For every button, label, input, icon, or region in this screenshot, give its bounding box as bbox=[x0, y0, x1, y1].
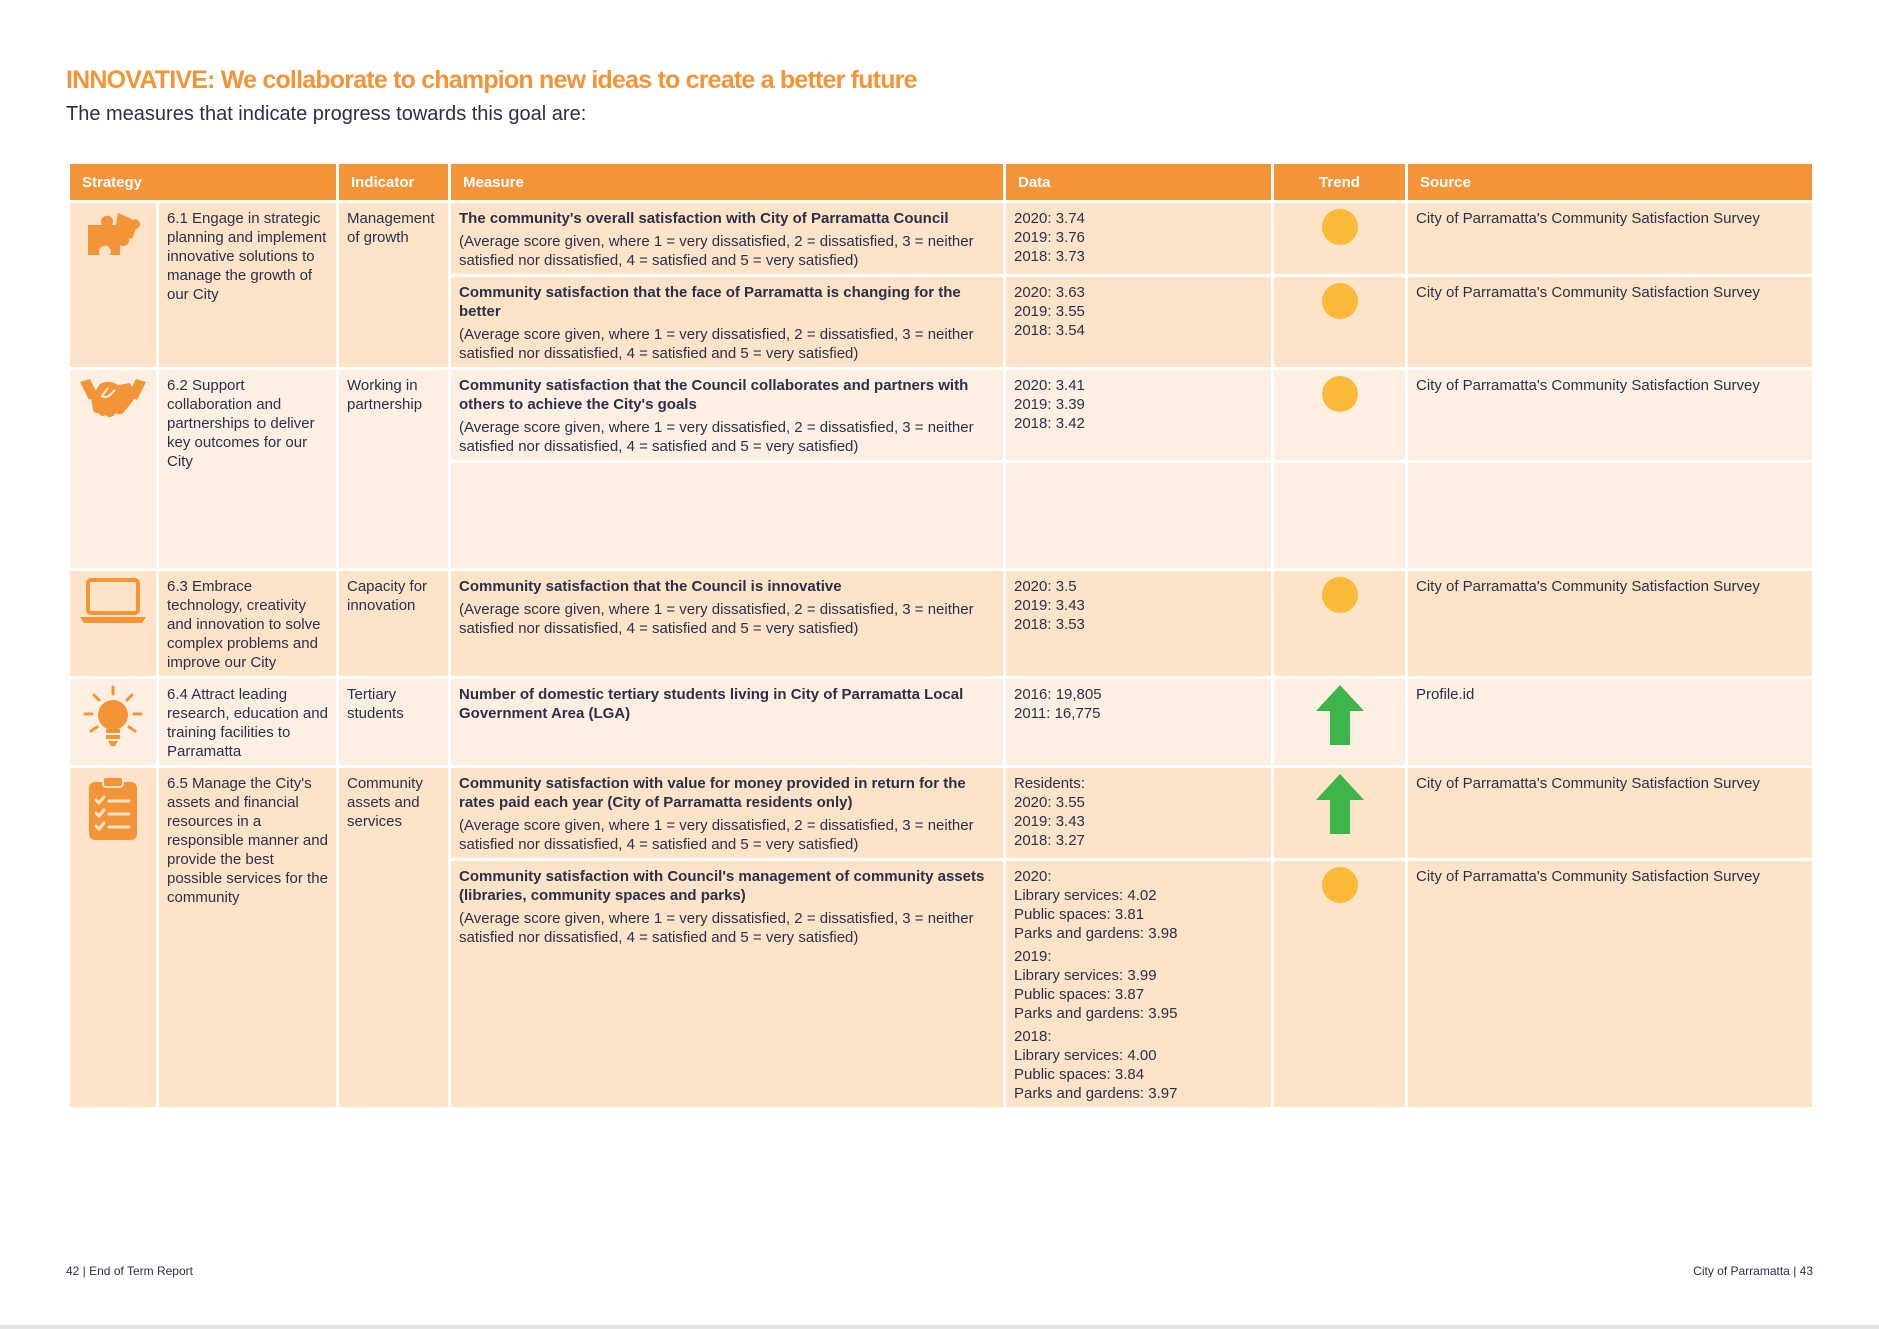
trend-cell bbox=[1273, 276, 1407, 369]
laptop-icon bbox=[78, 577, 148, 625]
data-value: Parks and gardens: 3.98 bbox=[1014, 925, 1178, 942]
header-indicator: Indicator bbox=[338, 163, 450, 202]
data-value: 2019: 3.76 bbox=[1014, 229, 1085, 246]
trend-neutral-dot-icon bbox=[1322, 577, 1358, 613]
data-value: Public spaces: 3.87 bbox=[1014, 986, 1145, 1003]
data-value: 2020: 3.41 bbox=[1014, 377, 1085, 394]
data-value: 2019: 3.43 bbox=[1014, 813, 1085, 830]
data-value: 2018: bbox=[1014, 1028, 1052, 1045]
measure-title: Community satisfaction with value for money provided in return for the rates paid each year (City of Parramatta residents only) bbox=[459, 775, 966, 811]
source-cell bbox=[1407, 860, 1814, 1109]
strategy-text-cell bbox=[158, 767, 338, 1109]
indicator-cell-text: Management of growth bbox=[347, 210, 435, 246]
data-value: 2018: 3.42 bbox=[1014, 415, 1085, 432]
measure-title: Community satisfaction that the Council collaborates and partners with others to achieve the City's goals bbox=[459, 377, 969, 413]
strategy-text-cell-text: 6.1 Engage in strategic planning and implement innovative solutions to manage the growth of our City bbox=[167, 210, 327, 303]
data-cell bbox=[1005, 767, 1273, 860]
source-cell bbox=[1407, 369, 1814, 462]
measure-title: Community satisfaction with Council's management of community assets (libraries, community spaces and parks) bbox=[459, 868, 985, 904]
data-value: 2019: bbox=[1014, 948, 1052, 965]
measure-note: (Average score given, where 1 = very dissatisfied, 2 = dissatisfied, 3 = neither satisfied nor dissatisfied, 4 = satisfied and 5 = very satisfied) bbox=[459, 326, 974, 362]
strategy-icon-cell bbox=[69, 570, 158, 678]
indicator-cell bbox=[338, 678, 450, 767]
trend-neutral-dot-icon bbox=[1322, 376, 1358, 412]
data-cell bbox=[1005, 369, 1273, 462]
source-cell-text: City of Parramatta's Community Satisfaction Survey bbox=[1416, 210, 1760, 227]
table-row bbox=[69, 767, 1814, 860]
data-cell bbox=[1005, 202, 1273, 276]
data-value: 2020: bbox=[1014, 868, 1052, 885]
measures-table bbox=[67, 161, 1815, 1110]
indicator-cell bbox=[338, 570, 450, 678]
data-value: 2016: 19,805 bbox=[1014, 686, 1102, 703]
source-cell-text: City of Parramatta's Community Satisfaction Survey bbox=[1416, 284, 1760, 301]
header-source: Source bbox=[1407, 163, 1814, 202]
data-value: Residents: bbox=[1014, 775, 1085, 792]
measure-cell bbox=[450, 202, 1005, 276]
source-cell-text: City of Parramatta's Community Satisfaction Survey bbox=[1416, 868, 1760, 885]
data-cell bbox=[1005, 678, 1273, 767]
strategy-icon-cell bbox=[69, 202, 158, 369]
table-header-row bbox=[69, 163, 1814, 202]
header-measure: Measure bbox=[450, 163, 1005, 202]
data-value: Public spaces: 3.81 bbox=[1014, 906, 1145, 923]
measure-note: (Average score given, where 1 = very dissatisfied, 2 = dissatisfied, 3 = neither satisfied nor dissatisfied, 4 = satisfied and 5 = very satisfied) bbox=[459, 233, 974, 269]
strategy-text-cell bbox=[158, 202, 338, 369]
data-value: 2019: 3.39 bbox=[1014, 396, 1085, 413]
puzzle-icon bbox=[78, 209, 148, 267]
measure-cell bbox=[450, 860, 1005, 1109]
data-cell bbox=[1005, 860, 1273, 1109]
measure-title: Community satisfaction that the Council is innovative bbox=[459, 578, 842, 595]
trend-cell bbox=[1273, 767, 1407, 860]
strategy-text-cell bbox=[158, 678, 338, 767]
data-cell bbox=[1005, 570, 1273, 678]
page-bottom-edge bbox=[0, 1325, 1879, 1329]
trend-cell-empty bbox=[1273, 462, 1407, 570]
trend-up-arrow-icon bbox=[1316, 821, 1364, 838]
indicator-cell bbox=[338, 767, 450, 1109]
table-row bbox=[69, 202, 1814, 276]
source-cell bbox=[1407, 202, 1814, 276]
trend-cell bbox=[1273, 678, 1407, 767]
indicator-cell-text: Tertiary students bbox=[347, 686, 404, 722]
data-value: 2020: 3.63 bbox=[1014, 284, 1085, 301]
data-value: Parks and gardens: 3.97 bbox=[1014, 1085, 1178, 1102]
trend-cell bbox=[1273, 860, 1407, 1109]
source-cell bbox=[1407, 767, 1814, 860]
strategy-text-cell-text: 6.4 Attract leading research, education and training facilities to Parramatta bbox=[167, 686, 328, 760]
strategy-text-cell bbox=[158, 570, 338, 678]
measure-cell bbox=[450, 678, 1005, 767]
header-trend: Trend bbox=[1273, 163, 1407, 202]
handshake-icon bbox=[78, 376, 148, 424]
data-value: 2018: 3.73 bbox=[1014, 248, 1085, 265]
measure-cell-empty bbox=[450, 462, 1005, 570]
trend-up-arrow-icon bbox=[1316, 732, 1364, 749]
trend-neutral-dot-icon bbox=[1322, 283, 1358, 319]
data-value: 2020: 3.74 bbox=[1014, 210, 1085, 227]
measure-cell bbox=[450, 369, 1005, 462]
trend-cell bbox=[1273, 202, 1407, 276]
data-value: Library services: 4.00 bbox=[1014, 1047, 1157, 1064]
measure-note: (Average score given, where 1 = very dissatisfied, 2 = dissatisfied, 3 = neither satisfied nor dissatisfied, 4 = satisfied and 5 = very satisfied) bbox=[459, 910, 974, 946]
strategy-text-cell-text: 6.2 Support collaboration and partnerships to deliver key outcomes for our City bbox=[167, 377, 315, 470]
footer-page-right: City of Parramatta | 43 bbox=[1693, 1264, 1813, 1278]
data-value: Library services: 4.02 bbox=[1014, 887, 1157, 904]
data-value: 2019: 3.55 bbox=[1014, 303, 1085, 320]
trend-neutral-dot-icon bbox=[1322, 867, 1358, 903]
measure-note: (Average score given, where 1 = very dissatisfied, 2 = dissatisfied, 3 = neither satisfied nor dissatisfied, 4 = satisfied and 5 = very satisfied) bbox=[459, 817, 974, 853]
indicator-cell-text: Working in partnership bbox=[347, 377, 423, 413]
measure-cell bbox=[450, 276, 1005, 369]
header-strategy: Strategy bbox=[69, 163, 338, 202]
measure-cell bbox=[450, 767, 1005, 860]
source-cell bbox=[1407, 678, 1814, 767]
indicator-cell bbox=[338, 369, 450, 570]
data-value: 2020: 3.55 bbox=[1014, 794, 1085, 811]
measure-note: (Average score given, where 1 = very dissatisfied, 2 = dissatisfied, 3 = neither satisfied nor dissatisfied, 4 = satisfied and 5 = very satisfied) bbox=[459, 419, 974, 455]
data-value: Public spaces: 3.84 bbox=[1014, 1066, 1145, 1083]
data-value: 2018: 3.53 bbox=[1014, 616, 1085, 633]
source-cell-text: Profile.id bbox=[1416, 686, 1475, 703]
page-title: INNOVATIVE: We collaborate to champion new ideas to create a better future bbox=[66, 66, 917, 94]
table-row bbox=[69, 369, 1814, 462]
data-value: Library services: 3.99 bbox=[1014, 967, 1157, 984]
source-cell bbox=[1407, 276, 1814, 369]
lightbulb-icon bbox=[78, 685, 148, 755]
source-cell-empty bbox=[1407, 462, 1814, 570]
data-value: 2018: 3.54 bbox=[1014, 322, 1085, 339]
footer-page-left: 42 | End of Term Report bbox=[66, 1264, 193, 1278]
data-value: 2011: 16,775 bbox=[1014, 705, 1101, 722]
source-cell-text: City of Parramatta's Community Satisfaction Survey bbox=[1416, 578, 1760, 595]
data-value: 2018: 3.27 bbox=[1014, 832, 1085, 849]
measure-note: (Average score given, where 1 = very dissatisfied, 2 = dissatisfied, 3 = neither satisfied nor dissatisfied, 4 = satisfied and 5 = very satisfied) bbox=[459, 601, 974, 637]
strategy-icon-cell bbox=[69, 767, 158, 1109]
source-cell bbox=[1407, 570, 1814, 678]
data-value: 2019: 3.43 bbox=[1014, 597, 1085, 614]
measure-title: The community's overall satisfaction with City of Parramatta Council bbox=[459, 210, 949, 227]
measure-cell bbox=[450, 570, 1005, 678]
source-cell-text: City of Parramatta's Community Satisfaction Survey bbox=[1416, 377, 1760, 394]
data-cell-empty bbox=[1005, 462, 1273, 570]
strategy-text-cell bbox=[158, 369, 338, 570]
measure-title: Community satisfaction that the face of Parramatta is changing for the better bbox=[459, 284, 961, 320]
indicator-cell-text: Capacity for innovation bbox=[347, 578, 428, 614]
trend-cell bbox=[1273, 570, 1407, 678]
indicator-cell bbox=[338, 202, 450, 369]
data-cell bbox=[1005, 276, 1273, 369]
data-value: 2020: 3.5 bbox=[1014, 578, 1077, 595]
table-row bbox=[69, 678, 1814, 767]
strategy-icon-cell bbox=[69, 678, 158, 767]
strategy-text-cell-text: 6.5 Manage the City's assets and financial resources in a responsible manner and provide the best possible services for the community bbox=[167, 775, 328, 906]
header-data: Data bbox=[1005, 163, 1273, 202]
data-value: Parks and gardens: 3.95 bbox=[1014, 1005, 1178, 1022]
strategy-icon-cell bbox=[69, 369, 158, 570]
clipboard-checklist-icon bbox=[78, 774, 148, 842]
measure-title: Number of domestic tertiary students living in City of Parramatta Local Government Area (LGA) bbox=[459, 686, 964, 722]
page-subtitle: The measures that indicate progress towards this goal are: bbox=[66, 103, 587, 125]
source-cell-text: City of Parramatta's Community Satisfaction Survey bbox=[1416, 775, 1760, 792]
trend-cell bbox=[1273, 369, 1407, 462]
strategy-text-cell-text: 6.3 Embrace technology, creativity and innovation to solve complex problems and improve our City bbox=[167, 578, 321, 671]
trend-neutral-dot-icon bbox=[1322, 209, 1358, 245]
table-row bbox=[69, 570, 1814, 678]
indicator-cell-text: Community assets and services bbox=[347, 775, 423, 830]
